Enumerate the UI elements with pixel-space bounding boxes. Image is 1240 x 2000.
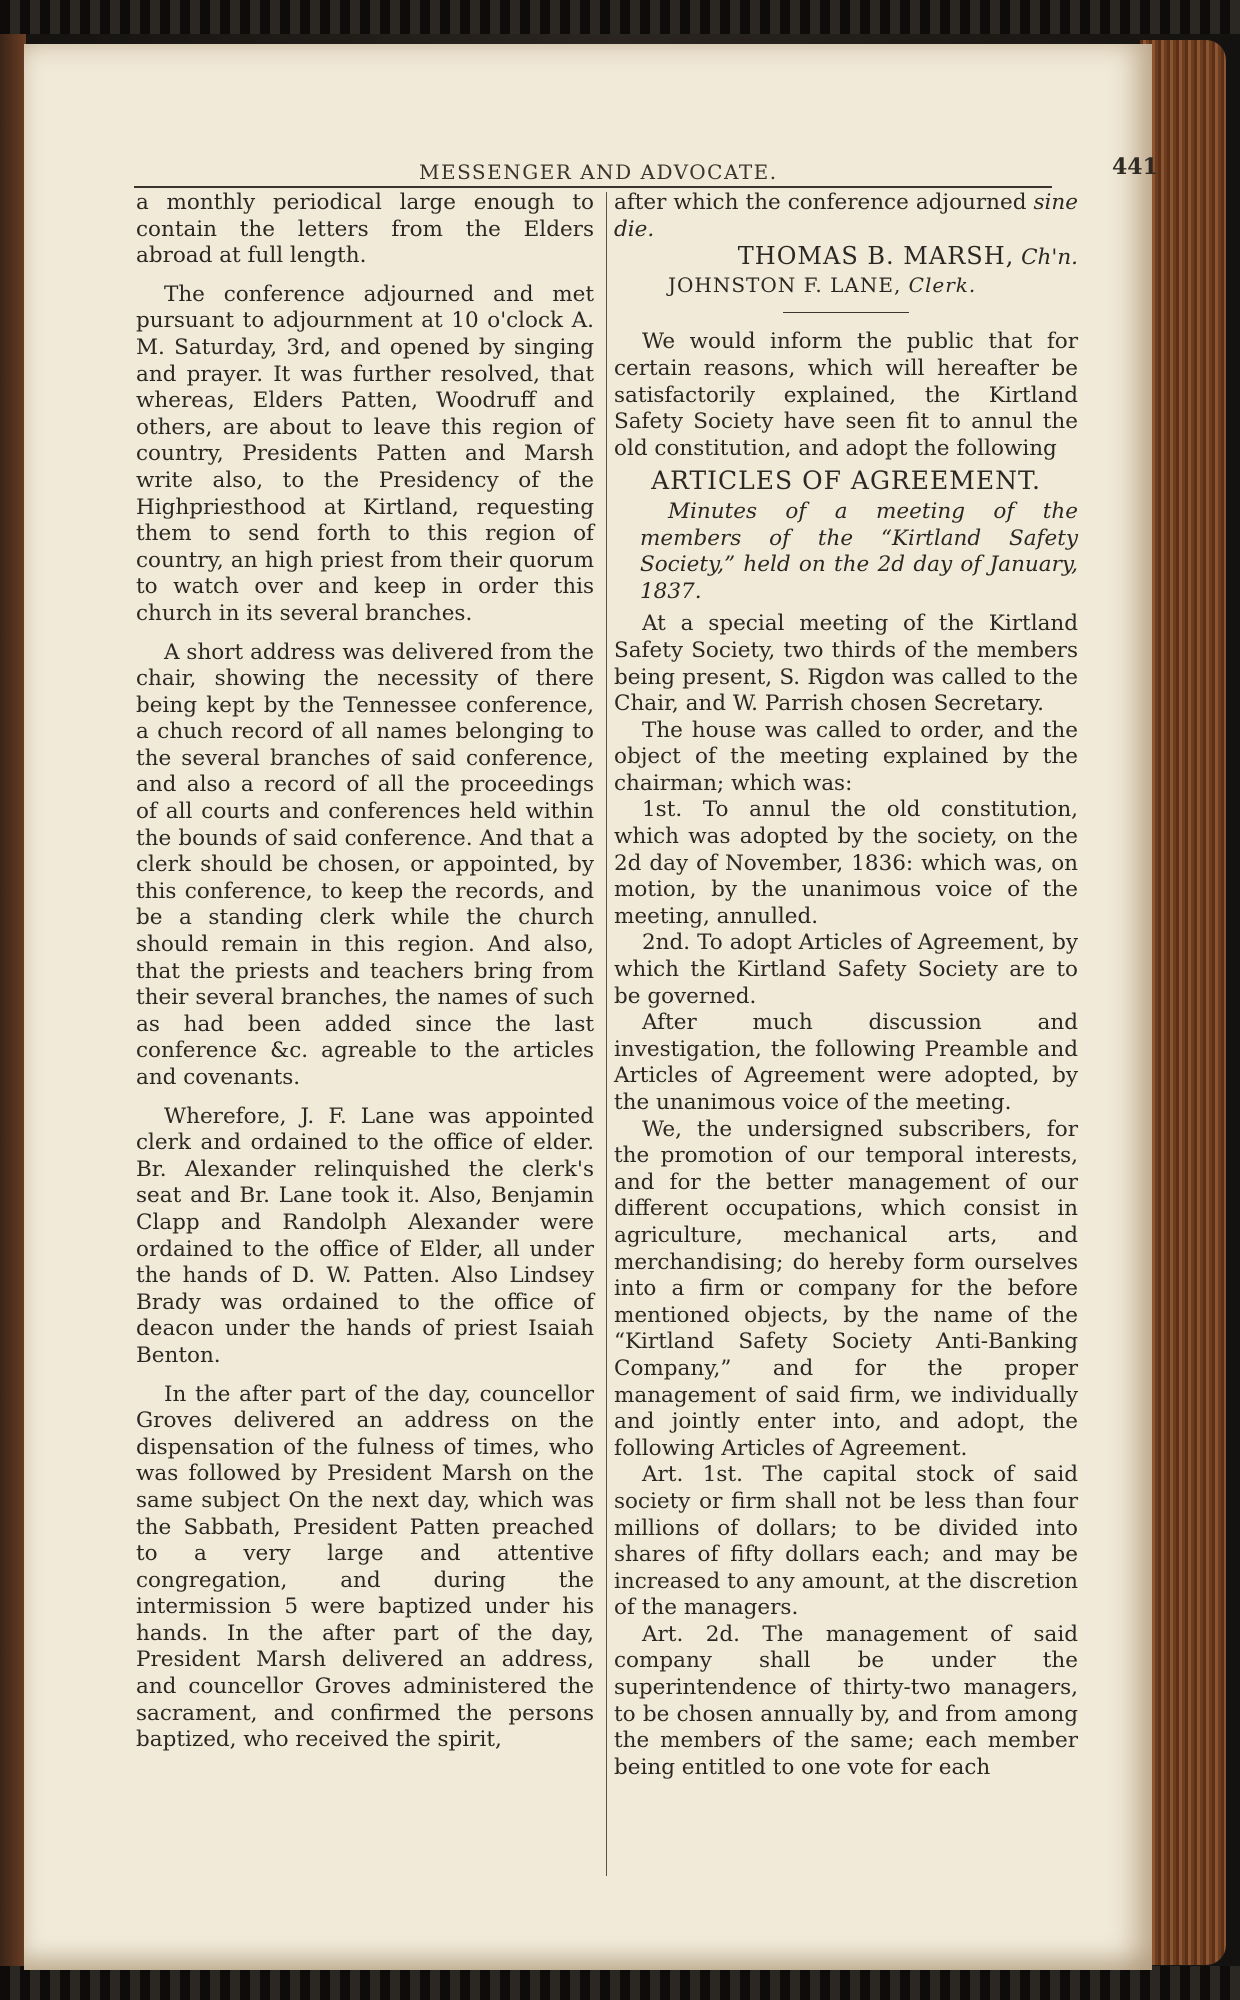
paragraph: a monthly periodical large enough to contain the letters from the Elders abroad at full length.	[136, 190, 594, 269]
section-divider	[783, 312, 909, 313]
conference-closing	[614, 190, 1078, 243]
paragraph: Wherefore, J. F. Lane was appointed clerk and ordained to the office of elder. Br. Alexander relinquished the clerk's seat and Br. Lane took it. Also, Benjamin Clapp and Randolph Alexander were ordained to the office of Elder, all under the hands of D. W. Patten. Also Lindsey Brady was ordained to the office of deacon under the hands of priest Isaiah Benton.	[136, 1103, 594, 1368]
clerk-signature	[614, 272, 1078, 299]
paragraph: At a special meeting of the Kirtland Safety Society, two thirds of the members being present, S. Rigdon was called to the Chair, and W. Parrish chosen Secretary.	[614, 611, 1078, 717]
paragraph: Art. 1st. The capital stock of said society or firm shall not be less than four millions of dollars; to be divided into shares of fifty dollars each; and may be increased to any amount, at the discretion of the managers.	[614, 1462, 1078, 1621]
public-notice: We would inform the public that for certain reasons, which will hereafter be satisfactorily explained, the Kirtland Safety Society have seen fit to annul the old constitution, and adopt the following	[614, 329, 1078, 461]
page-header	[134, 114, 1158, 186]
page-number: 441	[1112, 154, 1158, 180]
chairman-signature	[614, 243, 1078, 272]
chairman-title: Ch'n.	[1021, 245, 1078, 271]
closing-text: after which the conference adjourned	[614, 190, 1027, 215]
book-page-edges	[1140, 40, 1226, 1965]
book-page	[24, 44, 1158, 1970]
paragraph: We, the undersigned subscribers, for the promotion of our temporal interests, and for the better management of our different occupations, which consist in agriculture, mechanical arts, and merchandising; do hereby form ourselves into a firm or company for the before mentioned objects, by the name of the “Kirtland Safety Society Anti-Banking Company,” and for the proper management of said firm, we individually and jointly enter into, and adopt, the following Articles of Agreement.	[614, 1116, 1078, 1461]
header-rule	[134, 186, 1052, 188]
closing-latin: sine die.	[614, 190, 1078, 242]
right-column	[614, 190, 1078, 1781]
clerk-name: JOHNSTON F. LANE,	[668, 272, 902, 297]
scanner-rail-bottom	[0, 1966, 1240, 2000]
paragraph: After much discussion and investigation, the following Preamble and Articles of Agreement were adopted, by the unanimous voice of the meeting.	[614, 1010, 1078, 1115]
minutes-caption: Minutes of a meeting of the members of the “Kirtland Safety Society,” held on the 2d day of January, 1837.	[640, 498, 1078, 604]
paragraph: 2nd. To adopt Articles of Agreement, by which the Kirtland Safety Society are to be governed.	[614, 930, 1078, 1009]
book-spine	[0, 34, 26, 1966]
paragraph: Art. 2d. The management of said company shall be under the superintendence of thirty-two managers, to be chosen annually by, and from among the members of the same; each member being entitled to one vote for each	[614, 1621, 1078, 1780]
scanner-rail-top	[0, 0, 1240, 34]
paragraph: The house was called to order, and the object of the meeting explained by the chairman; which was:	[614, 717, 1078, 796]
paragraph: 1st. To annul the old constitution, which was adopted by the society, on the 2d day of November, 1836: which was, on motion, by the unanimous voice of the meeting, annulled.	[614, 797, 1078, 929]
chairman-name: THOMAS B. MARSH,	[737, 242, 1015, 271]
left-column	[136, 190, 594, 1754]
section-title: ARTICLES OF AGREEMENT.	[651, 466, 1041, 496]
paragraph: In the after part of the day, councellor Groves delivered an address on the dispensation of the fulness of times, who was followed by President Marsh on the same subject On the next day, which was the Sabbath, President Patten preached to a very large and attentive congregation, and during the intermission 5 were baptized under his hands. In the after part of the day, President Marsh delivered an address, and councellor Groves administered the sacrament, and confirmed the persons baptized, who received the spirit,	[136, 1381, 594, 1753]
column-divider	[606, 192, 607, 1876]
running-head: MESSENGER AND ADVOCATE.	[419, 160, 778, 184]
paragraph: The conference adjourned and met pursuant to adjournment at 10 o'clock A. M. Saturday, 3rd, and opened by singing and prayer. It was further resolved, that whereas, Elders Patten, Woodruff and others, are about to leave this region of country, Presidents Patten and Marsh write also, to the Presidency of the Highpriesthood at Kirtland, requesting them to send forth to this region of country, an high priest from their quorum to watch over and keep in order this church in its several branches.	[136, 281, 594, 626]
clerk-title: Clerk.	[908, 272, 977, 297]
paragraph: A short address was delivered from the chair, showing the necessity of there being kept by the Tennessee conference, a chuch record of all names belonging to the several branches of said conference, and also a record of all the proceedings of all courts and conferences held within the bounds of said conference. And that a clerk should be chosen, or appointed, by this conference, to keep the records, and be a standing clerk while the church should remain in this region. And also, that the priests and teachers bring from their several branches, the names of such as had been added since the last conference &c. agreable to the articles and covenants.	[136, 639, 594, 1090]
